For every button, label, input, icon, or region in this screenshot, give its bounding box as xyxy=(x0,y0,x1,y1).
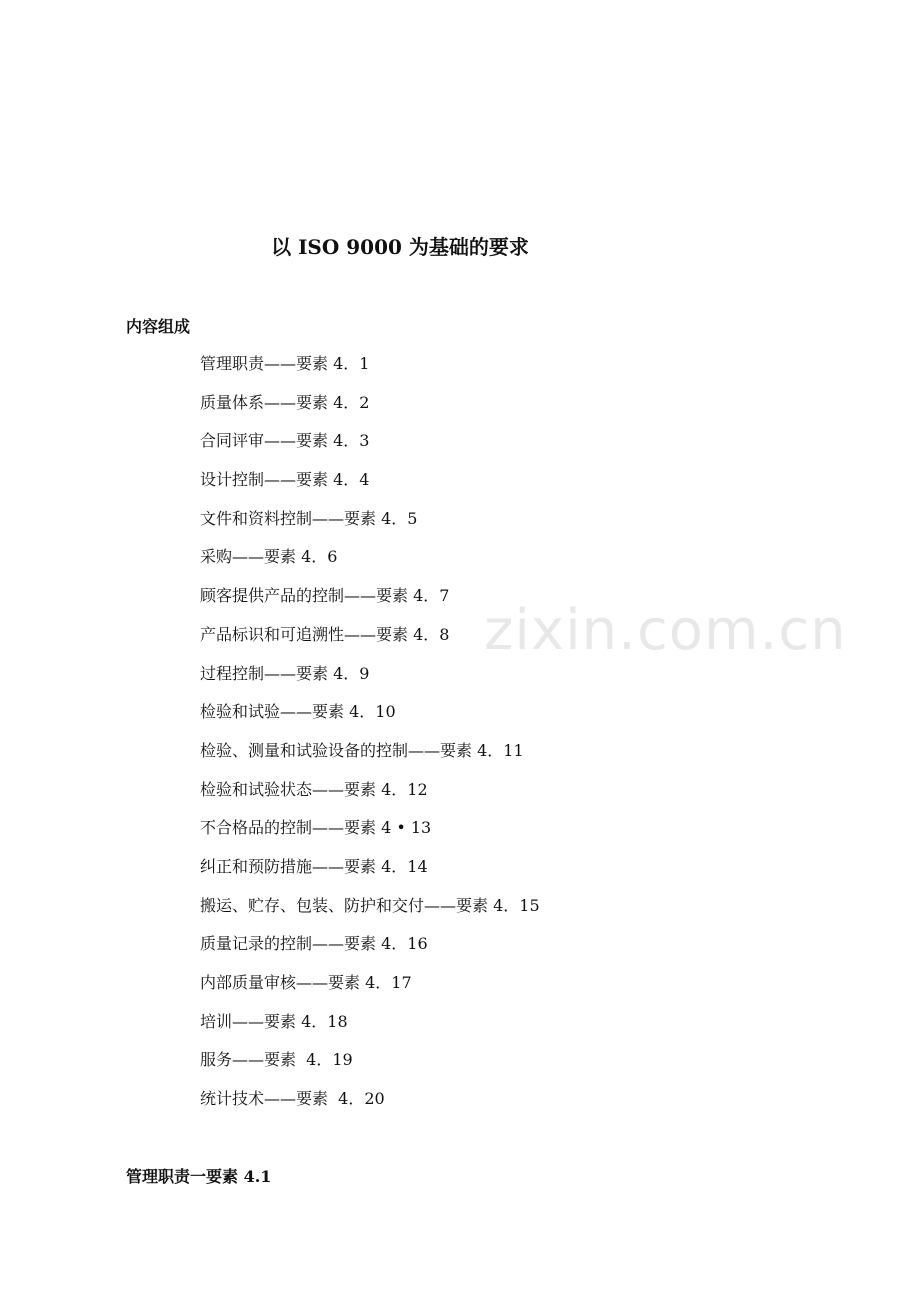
toc-item-4-8: 产品标识和可追溯性——要素 4．8 xyxy=(200,624,450,644)
toc-item-4-10: 检验和试验——要素 4．10 xyxy=(200,702,396,722)
toc-item-4-9: 过程控制——要素 4．9 xyxy=(200,663,370,683)
toc-item-4-5: 文件和资料控制——要素 4．5 xyxy=(200,508,418,528)
toc-item-4-16: 质量记录的控制——要素 4．16 xyxy=(200,934,428,954)
toc-item-4-2: 质量体系——要素 4．2 xyxy=(200,392,370,412)
toc-item-4-7: 顾客提供产品的控制——要素 4．7 xyxy=(200,586,450,606)
toc-item-4-20: 统计技术——要素 4．20 xyxy=(200,1089,385,1109)
document-title: 以 ISO 9000 为基础的要求 xyxy=(271,235,529,259)
toc-item-4-1: 管理职责——要素 4．1 xyxy=(200,354,370,373)
section-heading-4-1: 管理职责一要素 4.1 xyxy=(126,1167,272,1186)
toc-item-4-14: 纠正和预防措施——要素 4．14 xyxy=(200,856,428,876)
toc-item-4-6: 采购——要素 4．6 xyxy=(200,547,338,567)
toc-item-4-3: 合同评审——要素 4．3 xyxy=(200,431,370,451)
toc-heading: 内容组成 xyxy=(126,317,191,336)
toc-item-4-11: 检验、测量和试验设备的控制——要素 4．11 xyxy=(200,740,524,760)
toc-item-4-12: 检验和试验状态——要素 4．12 xyxy=(200,779,428,799)
watermark: zixin.com.cn xyxy=(484,598,847,663)
toc-item-4-15: 搬运、贮存、包装、防护和交付——要素 4．15 xyxy=(200,895,540,915)
toc-list xyxy=(200,351,540,1125)
toc-item-4-17: 内部质量审核——要素 4．17 xyxy=(200,973,412,992)
toc-item-4-19: 服务——要素 4．19 xyxy=(200,1050,353,1070)
toc-item-4-13: 不合格品的控制——要素 4 • 13 xyxy=(200,818,432,838)
toc-item-4-4: 设计控制——要素 4．4 xyxy=(200,470,370,490)
toc-item-4-18: 培训——要素 4．18 xyxy=(200,1011,348,1031)
